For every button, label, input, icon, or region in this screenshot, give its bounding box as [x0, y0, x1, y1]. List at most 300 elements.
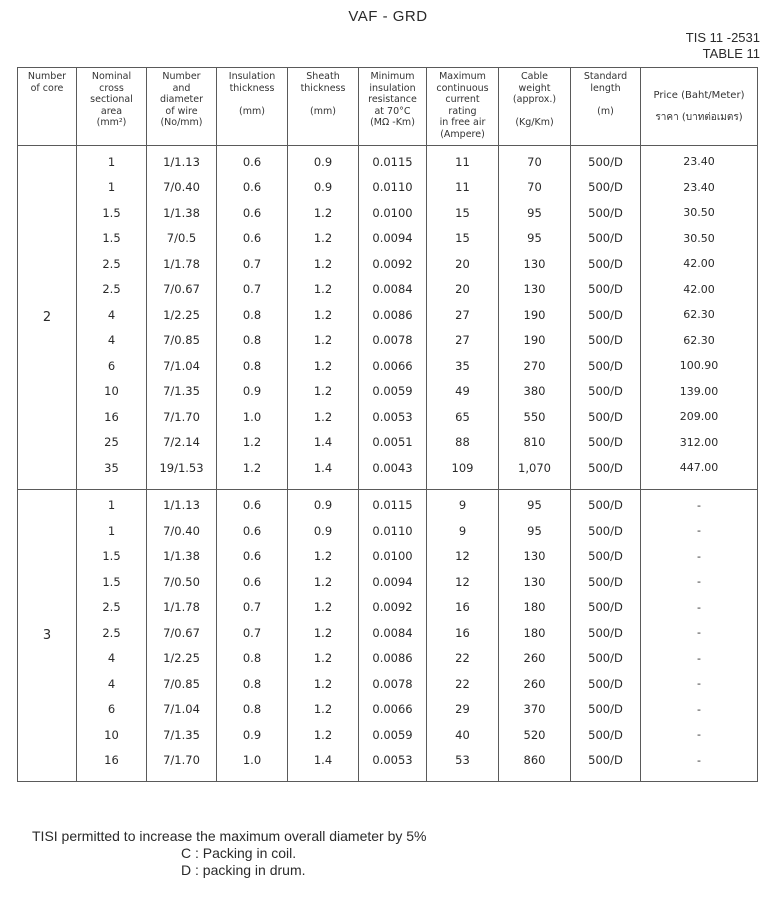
cell-standard-length: 500/D [571, 277, 641, 303]
cell-sheath-thickness: 0.9 [288, 518, 359, 544]
cell-price: 100.90 [641, 353, 758, 379]
cell-cross-sectional-area: 1.5 [77, 544, 147, 570]
standard-number: TIS 11 -2531 [685, 30, 760, 45]
cell-standard-length: 500/D [571, 353, 641, 379]
cell-current-rating: 27 [427, 302, 499, 328]
header-line: (Ampere) [440, 128, 485, 140]
cell-current-rating: 20 [427, 277, 499, 303]
cell-price: 139.00 [641, 379, 758, 405]
header-line: (Kg/Km) [515, 117, 554, 128]
header-line: of wire [165, 105, 198, 117]
cell-cable-weight: 370 [499, 697, 571, 723]
cell-current-rating: 22 [427, 646, 499, 672]
table-body [18, 146, 758, 782]
header-line: (m) [597, 105, 614, 117]
spacer-cell [77, 773, 147, 782]
header-line: sectional [90, 94, 133, 105]
table-row [18, 277, 758, 303]
cell-cable-weight: 130 [499, 251, 571, 277]
cell-sheath-thickness: 1.2 [288, 328, 359, 354]
cell-cross-sectional-area: 2.5 [77, 277, 147, 303]
spacer-cell [288, 481, 359, 490]
header-cross-sectional-area [77, 68, 147, 146]
table-row [18, 595, 758, 621]
header-price [641, 68, 758, 146]
cell-cross-sectional-area: 4 [77, 302, 147, 328]
cell-wire-diameter: 7/0.40 [147, 175, 217, 201]
cell-wire-diameter: 7/0.67 [147, 277, 217, 303]
cell-insulation-resistance: 0.0084 [359, 620, 427, 646]
cell-insulation-resistance: 0.0094 [359, 226, 427, 252]
header-line: at 70°C [374, 105, 411, 117]
cell-cable-weight: 95 [499, 493, 571, 519]
cell-wire-diameter: 1/1.38 [147, 544, 217, 570]
header-line: cross [99, 82, 124, 94]
cell-standard-length: 500/D [571, 430, 641, 456]
cell-insulation-thickness: 0.8 [217, 328, 288, 354]
header-line: length [590, 82, 621, 94]
footnote-drum: D : packing in drum. [181, 862, 306, 878]
header-line: and [172, 82, 191, 94]
cell-sheath-thickness: 1.2 [288, 379, 359, 405]
cell-cross-sectional-area: 1.5 [77, 569, 147, 595]
cell-insulation-thickness: 0.7 [217, 620, 288, 646]
cell-wire-diameter: 1/2.25 [147, 302, 217, 328]
header-line: Number [162, 71, 201, 82]
table-header-row [18, 68, 758, 146]
spacer-cell [641, 773, 758, 782]
cell-price: - [641, 569, 758, 595]
cell-sheath-thickness: 1.2 [288, 251, 359, 277]
cell-insulation-resistance: 0.0100 [359, 200, 427, 226]
table-row [18, 697, 758, 723]
cell-insulation-thickness: 0.6 [217, 544, 288, 570]
cell-cross-sectional-area: 2.5 [77, 251, 147, 277]
cell-wire-diameter: 1/1.78 [147, 595, 217, 621]
header-line: Standard [583, 71, 628, 82]
cell-sheath-thickness: 1.2 [288, 302, 359, 328]
cell-wire-diameter: 7/0.85 [147, 671, 217, 697]
cell-current-rating: 49 [427, 379, 499, 405]
cell-wire-diameter: 1/1.38 [147, 200, 217, 226]
cell-sheath-thickness: 1.2 [288, 620, 359, 646]
table-row [18, 175, 758, 201]
cell-sheath-thickness: 0.9 [288, 175, 359, 201]
cell-cable-weight: 1,070 [499, 455, 571, 481]
cell-cable-weight: 860 [499, 748, 571, 774]
header-line: Minimum [370, 71, 415, 82]
cell-insulation-resistance: 0.0078 [359, 328, 427, 354]
spacer-cell [427, 481, 499, 490]
table-row [18, 328, 758, 354]
cell-sheath-thickness: 1.2 [288, 646, 359, 672]
cell-price: - [641, 646, 758, 672]
cell-cable-weight: 520 [499, 722, 571, 748]
cell-cross-sectional-area: 2.5 [77, 595, 147, 621]
cell-price: - [641, 722, 758, 748]
cell-cable-weight: 70 [499, 149, 571, 175]
core-count-cell: 2 [18, 146, 77, 490]
cell-cross-sectional-area: 2.5 [77, 620, 147, 646]
table-row [18, 251, 758, 277]
table-row [18, 200, 758, 226]
cell-current-rating: 9 [427, 518, 499, 544]
cell-insulation-thickness: 1.0 [217, 404, 288, 430]
cell-price: 23.40 [641, 149, 758, 175]
cell-price: 312.00 [641, 430, 758, 456]
footnote [32, 828, 427, 879]
header-line: thickness [300, 82, 346, 94]
cell-cross-sectional-area: 4 [77, 328, 147, 354]
cell-insulation-resistance: 0.0086 [359, 302, 427, 328]
cell-insulation-thickness: 0.8 [217, 302, 288, 328]
cell-wire-diameter: 1/1.78 [147, 251, 217, 277]
document-title: VAF - GRD [348, 8, 428, 25]
header-line: in free air [439, 117, 486, 128]
cell-insulation-resistance: 0.0094 [359, 569, 427, 595]
cell-sheath-thickness: 1.2 [288, 353, 359, 379]
cell-standard-length: 500/D [571, 302, 641, 328]
cell-price: 23.40 [641, 175, 758, 201]
standard-reference [686, 30, 760, 62]
cable-spec-table [17, 67, 758, 782]
cell-price: - [641, 671, 758, 697]
cell-wire-diameter: 7/0.40 [147, 518, 217, 544]
cell-current-rating: 40 [427, 722, 499, 748]
cell-insulation-thickness: 0.8 [217, 697, 288, 723]
cell-insulation-resistance: 0.0059 [359, 379, 427, 405]
cell-sheath-thickness: 1.2 [288, 697, 359, 723]
cell-insulation-thickness: 1.2 [217, 455, 288, 481]
cell-sheath-thickness: 1.2 [288, 722, 359, 748]
cell-sheath-thickness: 1.2 [288, 595, 359, 621]
cell-price: - [641, 697, 758, 723]
cell-cross-sectional-area: 4 [77, 671, 147, 697]
cell-cable-weight: 180 [499, 595, 571, 621]
header-line: (mm) [239, 105, 265, 117]
cell-insulation-thickness: 0.7 [217, 277, 288, 303]
header-line: ราคา (บาทต่อเมตร) [655, 111, 743, 123]
cell-price: - [641, 493, 758, 519]
cell-insulation-resistance: 0.0115 [359, 493, 427, 519]
spacer-cell [499, 481, 571, 490]
header-line: Maximum [439, 71, 486, 82]
spacer-cell [147, 773, 217, 782]
header-insulation-resistance [359, 68, 427, 146]
table-row [18, 518, 758, 544]
cell-wire-diameter: 1/2.25 [147, 646, 217, 672]
header-line: diameter [159, 94, 204, 105]
cell-standard-length: 500/D [571, 175, 641, 201]
spacer-cell [147, 481, 217, 490]
footnote-coil: C : Packing in coil. [181, 845, 297, 861]
cell-price: - [641, 518, 758, 544]
cell-standard-length: 500/D [571, 544, 641, 570]
cell-insulation-resistance: 0.0110 [359, 175, 427, 201]
cell-current-rating: 35 [427, 353, 499, 379]
cell-insulation-thickness: 0.7 [217, 251, 288, 277]
cell-wire-diameter: 7/1.04 [147, 353, 217, 379]
cell-standard-length: 500/D [571, 149, 641, 175]
cell-cross-sectional-area: 1 [77, 493, 147, 519]
cell-insulation-resistance: 0.0053 [359, 748, 427, 774]
header-line: current [445, 94, 480, 105]
cell-insulation-resistance: 0.0092 [359, 595, 427, 621]
cell-current-rating: 11 [427, 149, 499, 175]
cell-insulation-resistance: 0.0084 [359, 277, 427, 303]
cell-cable-weight: 270 [499, 353, 571, 379]
cell-wire-diameter: 7/0.50 [147, 569, 217, 595]
header-line: weight [518, 82, 551, 94]
table-row [18, 646, 758, 672]
cell-cable-weight: 95 [499, 226, 571, 252]
cell-price: 62.30 [641, 328, 758, 354]
cell-insulation-resistance: 0.0092 [359, 251, 427, 277]
cell-standard-length: 500/D [571, 569, 641, 595]
cell-wire-diameter: 1/1.13 [147, 493, 217, 519]
cell-current-rating: 12 [427, 569, 499, 595]
cell-insulation-thickness: 1.0 [217, 748, 288, 774]
header-current-rating [427, 68, 499, 146]
spacer-cell [499, 773, 571, 782]
cell-current-rating: 11 [427, 175, 499, 201]
header-line: continuous [436, 82, 489, 94]
cell-sheath-thickness: 1.2 [288, 544, 359, 570]
cell-wire-diameter: 7/1.35 [147, 722, 217, 748]
table-label: TABLE 11 [702, 46, 760, 61]
cell-insulation-thickness: 0.9 [217, 722, 288, 748]
header-line: Insulation [228, 71, 276, 82]
cell-cross-sectional-area: 6 [77, 697, 147, 723]
table-row [18, 149, 758, 175]
cell-wire-diameter: 7/2.14 [147, 430, 217, 456]
cell-sheath-thickness: 1.4 [288, 430, 359, 456]
table-row [18, 379, 758, 405]
cell-cable-weight: 70 [499, 175, 571, 201]
cell-insulation-thickness: 0.8 [217, 353, 288, 379]
core-count-cell: 3 [18, 489, 77, 782]
cell-cable-weight: 130 [499, 277, 571, 303]
table-row [18, 404, 758, 430]
cell-cross-sectional-area: 1 [77, 175, 147, 201]
cell-cross-sectional-area: 1.5 [77, 200, 147, 226]
cell-standard-length: 500/D [571, 671, 641, 697]
cell-cable-weight: 380 [499, 379, 571, 405]
cell-insulation-thickness: 0.9 [217, 379, 288, 405]
cell-sheath-thickness: 1.2 [288, 404, 359, 430]
cell-sheath-thickness: 1.2 [288, 200, 359, 226]
spacer-cell [217, 773, 288, 782]
cell-sheath-thickness: 1.4 [288, 455, 359, 481]
cell-cross-sectional-area: 1.5 [77, 226, 147, 252]
cell-insulation-thickness: 0.6 [217, 493, 288, 519]
cell-cross-sectional-area: 4 [77, 646, 147, 672]
table-row [18, 455, 758, 481]
cell-insulation-resistance: 0.0078 [359, 671, 427, 697]
cell-standard-length: 500/D [571, 620, 641, 646]
table-row [18, 353, 758, 379]
cell-standard-length: 500/D [571, 404, 641, 430]
cell-insulation-resistance: 0.0100 [359, 544, 427, 570]
cell-insulation-resistance: 0.0053 [359, 404, 427, 430]
cell-current-rating: 65 [427, 404, 499, 430]
cell-price: - [641, 748, 758, 774]
cell-cable-weight: 130 [499, 544, 571, 570]
cell-wire-diameter: 7/0.67 [147, 620, 217, 646]
header-line: Price (Baht/Meter) [653, 89, 745, 101]
cell-cross-sectional-area: 1 [77, 518, 147, 544]
cell-cable-weight: 190 [499, 328, 571, 354]
cell-price: - [641, 620, 758, 646]
table-row [18, 430, 758, 456]
header-number-of-core [18, 68, 77, 146]
cell-cable-weight: 190 [499, 302, 571, 328]
table-row [18, 493, 758, 519]
cell-standard-length: 500/D [571, 722, 641, 748]
cell-sheath-thickness: 1.4 [288, 748, 359, 774]
cell-standard-length: 500/D [571, 518, 641, 544]
header-line: of core [30, 82, 64, 94]
cell-insulation-thickness: 0.6 [217, 518, 288, 544]
header-line: (No/mm) [160, 117, 203, 128]
cell-wire-diameter: 7/1.04 [147, 697, 217, 723]
cell-wire-diameter: 7/0.5 [147, 226, 217, 252]
cell-standard-length: 500/D [571, 748, 641, 774]
cell-insulation-thickness: 0.7 [217, 595, 288, 621]
cell-cable-weight: 95 [499, 518, 571, 544]
cell-current-rating: 27 [427, 328, 499, 354]
cell-insulation-thickness: 0.6 [217, 226, 288, 252]
cell-cross-sectional-area: 35 [77, 455, 147, 481]
cell-price: - [641, 595, 758, 621]
header-line: (mm) [310, 105, 336, 117]
footnote-diameter: TISI permitted to increase the maximum overall diameter by 5% [32, 828, 427, 844]
header-line [499, 106, 570, 118]
header-line [288, 94, 358, 106]
cell-insulation-resistance: 0.0043 [359, 455, 427, 481]
cell-insulation-resistance: 0.0066 [359, 697, 427, 723]
cell-cable-weight: 180 [499, 620, 571, 646]
cell-wire-diameter: 7/1.70 [147, 404, 217, 430]
cell-cable-weight: 95 [499, 200, 571, 226]
spacer-cell [77, 481, 147, 490]
cell-current-rating: 12 [427, 544, 499, 570]
header-wire-diameter [147, 68, 217, 146]
cell-standard-length: 500/D [571, 379, 641, 405]
cell-current-rating: 20 [427, 251, 499, 277]
cell-cable-weight: 260 [499, 671, 571, 697]
cell-current-rating: 15 [427, 226, 499, 252]
spacer-cell [359, 773, 427, 782]
cell-current-rating: 9 [427, 493, 499, 519]
table-row [18, 302, 758, 328]
cell-insulation-thickness: 0.6 [217, 200, 288, 226]
cell-sheath-thickness: 1.2 [288, 671, 359, 697]
cell-wire-diameter: 19/1.53 [147, 455, 217, 481]
cell-current-rating: 16 [427, 595, 499, 621]
spacer-cell [571, 773, 641, 782]
cell-sheath-thickness: 1.2 [288, 226, 359, 252]
header-line: Number [27, 71, 67, 82]
header-cable-weight [499, 68, 571, 146]
cell-current-rating: 22 [427, 671, 499, 697]
spacer-cell [359, 481, 427, 490]
cell-insulation-resistance: 0.0115 [359, 149, 427, 175]
header-line: Sheath [306, 71, 340, 82]
cell-cable-weight: 810 [499, 430, 571, 456]
cell-current-rating: 88 [427, 430, 499, 456]
cell-cross-sectional-area: 16 [77, 404, 147, 430]
spacer-cell [288, 773, 359, 782]
table-row [18, 569, 758, 595]
cell-cable-weight: 130 [499, 569, 571, 595]
cell-current-rating: 109 [427, 455, 499, 481]
cell-price: 30.50 [641, 226, 758, 252]
table-row [18, 544, 758, 570]
cell-sheath-thickness: 0.9 [288, 149, 359, 175]
cell-cable-weight: 260 [499, 646, 571, 672]
cell-standard-length: 500/D [571, 646, 641, 672]
cell-standard-length: 500/D [571, 328, 641, 354]
cell-cross-sectional-area: 25 [77, 430, 147, 456]
header-line: rating [448, 105, 477, 117]
cell-standard-length: 500/D [571, 493, 641, 519]
cell-sheath-thickness: 1.2 [288, 277, 359, 303]
cell-insulation-thickness: 0.8 [217, 671, 288, 697]
cell-insulation-resistance: 0.0051 [359, 430, 427, 456]
cell-price: 30.50 [641, 200, 758, 226]
header-line: area [100, 105, 123, 117]
cell-wire-diameter: 7/1.70 [147, 748, 217, 774]
cell-standard-length: 500/D [571, 226, 641, 252]
cell-cross-sectional-area: 16 [77, 748, 147, 774]
header-line: thickness [229, 82, 275, 94]
spacer-cell [571, 481, 641, 490]
header-line [571, 94, 640, 106]
cell-sheath-thickness: 1.2 [288, 569, 359, 595]
header-line: Nominal [91, 71, 132, 82]
cell-price: 447.00 [641, 455, 758, 481]
cell-wire-diameter: 7/0.85 [147, 328, 217, 354]
cell-cross-sectional-area: 10 [77, 379, 147, 405]
cell-wire-diameter: 7/1.35 [147, 379, 217, 405]
cell-insulation-thickness: 1.2 [217, 430, 288, 456]
header-line: Cable [521, 71, 548, 82]
spacer-cell [217, 481, 288, 490]
spacer-cell [427, 773, 499, 782]
table-row [18, 226, 758, 252]
cell-standard-length: 500/D [571, 200, 641, 226]
header-line [217, 94, 287, 106]
spacer-cell [641, 481, 758, 490]
cell-cross-sectional-area: 6 [77, 353, 147, 379]
cell-current-rating: 16 [427, 620, 499, 646]
cell-insulation-resistance: 0.0059 [359, 722, 427, 748]
header-line: resistance [368, 94, 417, 105]
cell-price: - [641, 544, 758, 570]
header-sheath-thickness [288, 68, 359, 146]
cell-standard-length: 500/D [571, 697, 641, 723]
table-row [18, 671, 758, 697]
cell-current-rating: 53 [427, 748, 499, 774]
table-row [18, 620, 758, 646]
cell-insulation-thickness: 0.8 [217, 646, 288, 672]
header-line: (MΩ -Km) [370, 117, 415, 128]
cell-cross-sectional-area: 10 [77, 722, 147, 748]
cell-insulation-thickness: 0.6 [217, 569, 288, 595]
header-standard-length [571, 68, 641, 146]
cell-current-rating: 15 [427, 200, 499, 226]
